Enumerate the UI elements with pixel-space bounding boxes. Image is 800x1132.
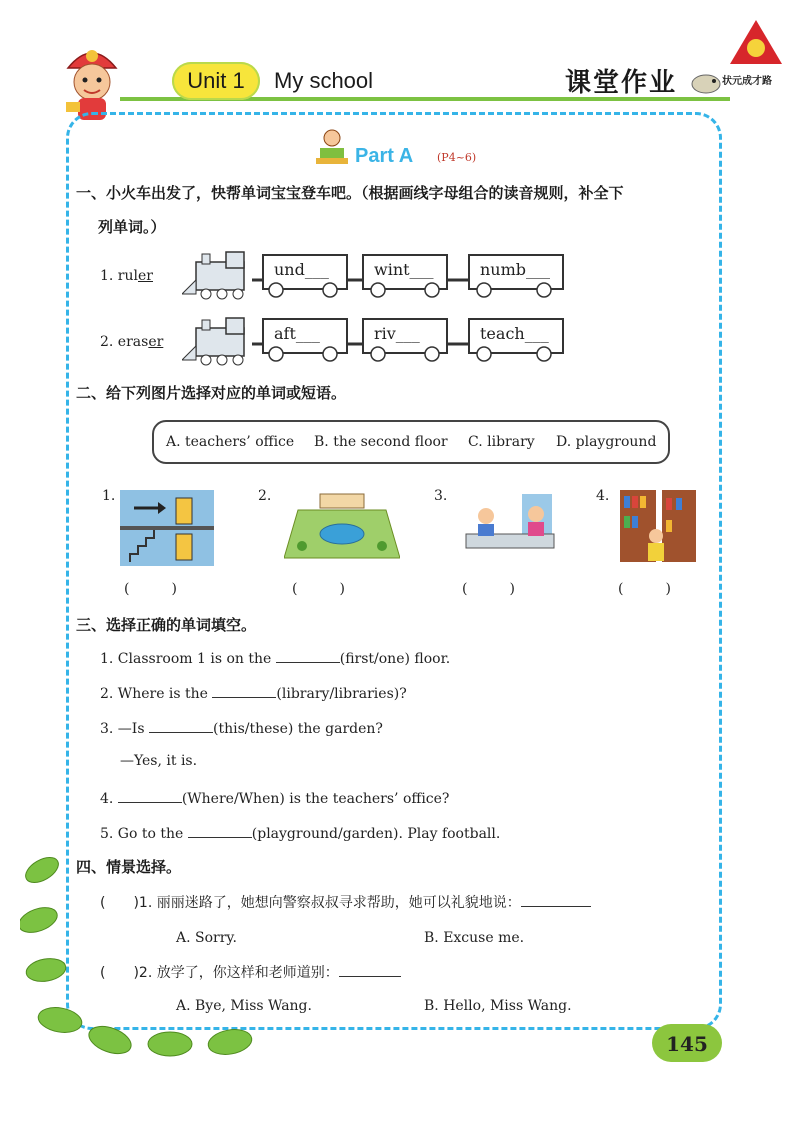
section1-heading: 一、小火车出发了，快帮单词宝宝登车吧。（根据画线字母组合的读音规则，补全下 (76, 184, 624, 202)
s3-blank-1[interactable] (276, 648, 340, 663)
paren-3[interactable]: ( ) (462, 581, 515, 597)
train1-wheels (252, 272, 572, 302)
train2-car-1[interactable]: aft___ (262, 318, 348, 354)
s3-item-3-answer: —Yes, it is. (120, 753, 198, 769)
picture-3-number: 3. (434, 488, 448, 504)
part-label: Part A (355, 145, 414, 167)
part-pages: (P4~6) (437, 151, 477, 164)
s3-item-3: 3. —Is (this/these) the garden? (100, 718, 383, 737)
s4-q2-option-a: A. Bye, Miss Wang. (176, 998, 312, 1014)
picture-2-number: 2. (258, 488, 272, 504)
picture-4-number: 4. (596, 488, 610, 504)
section4-heading: 四、情景选择。 (76, 858, 182, 876)
logo-icon (728, 18, 784, 66)
section2-heading: 二、给下列图片选择对应的单词或短语。 (76, 384, 347, 402)
s4-q2-blank[interactable] (339, 962, 401, 977)
option-c: C. library (468, 434, 535, 450)
s4-q2: ( )2. 放学了，你这样和老师道别： (100, 962, 401, 982)
s3-blank-4[interactable] (118, 788, 182, 803)
train1-word: 1. ruler (100, 268, 153, 284)
s4-q1: ( )1. 丽丽迷路了，她想向警察叔叔寻求帮助，她可以礼貌地说： (100, 892, 591, 912)
s3-blank-3[interactable] (149, 718, 213, 733)
paren-1[interactable]: ( ) (124, 581, 177, 597)
picture-2-playground (284, 490, 400, 566)
leaves-decoration (20, 830, 310, 1070)
s4-q1-blank[interactable] (521, 892, 591, 907)
reading-kid-icon (314, 128, 350, 168)
unit-badge: Unit 1 (172, 62, 260, 100)
brand-title: 课堂作业 (565, 68, 678, 98)
option-a: A. teachers’ office (166, 434, 295, 450)
picture-4-library (618, 488, 698, 566)
train2-car-3[interactable]: teach___ (468, 318, 564, 354)
locomotive-icon (182, 316, 252, 366)
section1-heading-cont: 列单词。） (98, 218, 166, 236)
s4-q1-option-a: A. Sorry. (176, 930, 237, 946)
train1-car-1[interactable]: und___ (262, 254, 348, 290)
locomotive-icon (182, 250, 252, 300)
s3-item-5: 5. Go to the (playground/garden). Play football. (100, 823, 500, 842)
logo-text: 状元成才路 (722, 76, 772, 87)
option-b: B. the second floor (314, 434, 448, 450)
picture-1-stairs-office (120, 490, 214, 566)
s3-item-4: 4. (Where/When) is the teachers’ office? (100, 788, 449, 807)
s4-q2-option-b: B. Hello, Miss Wang. (424, 998, 572, 1014)
option-d: D. playground (556, 434, 657, 450)
s3-blank-2[interactable] (212, 683, 276, 698)
picture-3-teachers-office (460, 490, 560, 566)
section3-heading: 三、选择正确的单词填空。 (76, 616, 257, 634)
fish-icon (686, 64, 726, 104)
paren-2[interactable]: ( ) (292, 581, 345, 597)
s3-item-2: 2. Where is the (library/libraries)? (100, 683, 407, 702)
paren-4[interactable]: ( ) (618, 581, 671, 597)
train2-word: 2. eraser (100, 334, 164, 350)
s3-item-1: 1. Classroom 1 is on the (first/one) floor. (100, 648, 450, 667)
train2-wheels (252, 336, 572, 366)
train2-car-2[interactable]: riv___ (362, 318, 448, 354)
picture-1-number: 1. (102, 488, 116, 504)
unit-title: My school (274, 68, 374, 93)
train1-car-3[interactable]: numb___ (468, 254, 564, 290)
page-number: 145 (652, 1024, 722, 1062)
train1-car-2[interactable]: wint___ (362, 254, 448, 290)
s4-q1-option-b: B. Excuse me. (424, 930, 525, 946)
